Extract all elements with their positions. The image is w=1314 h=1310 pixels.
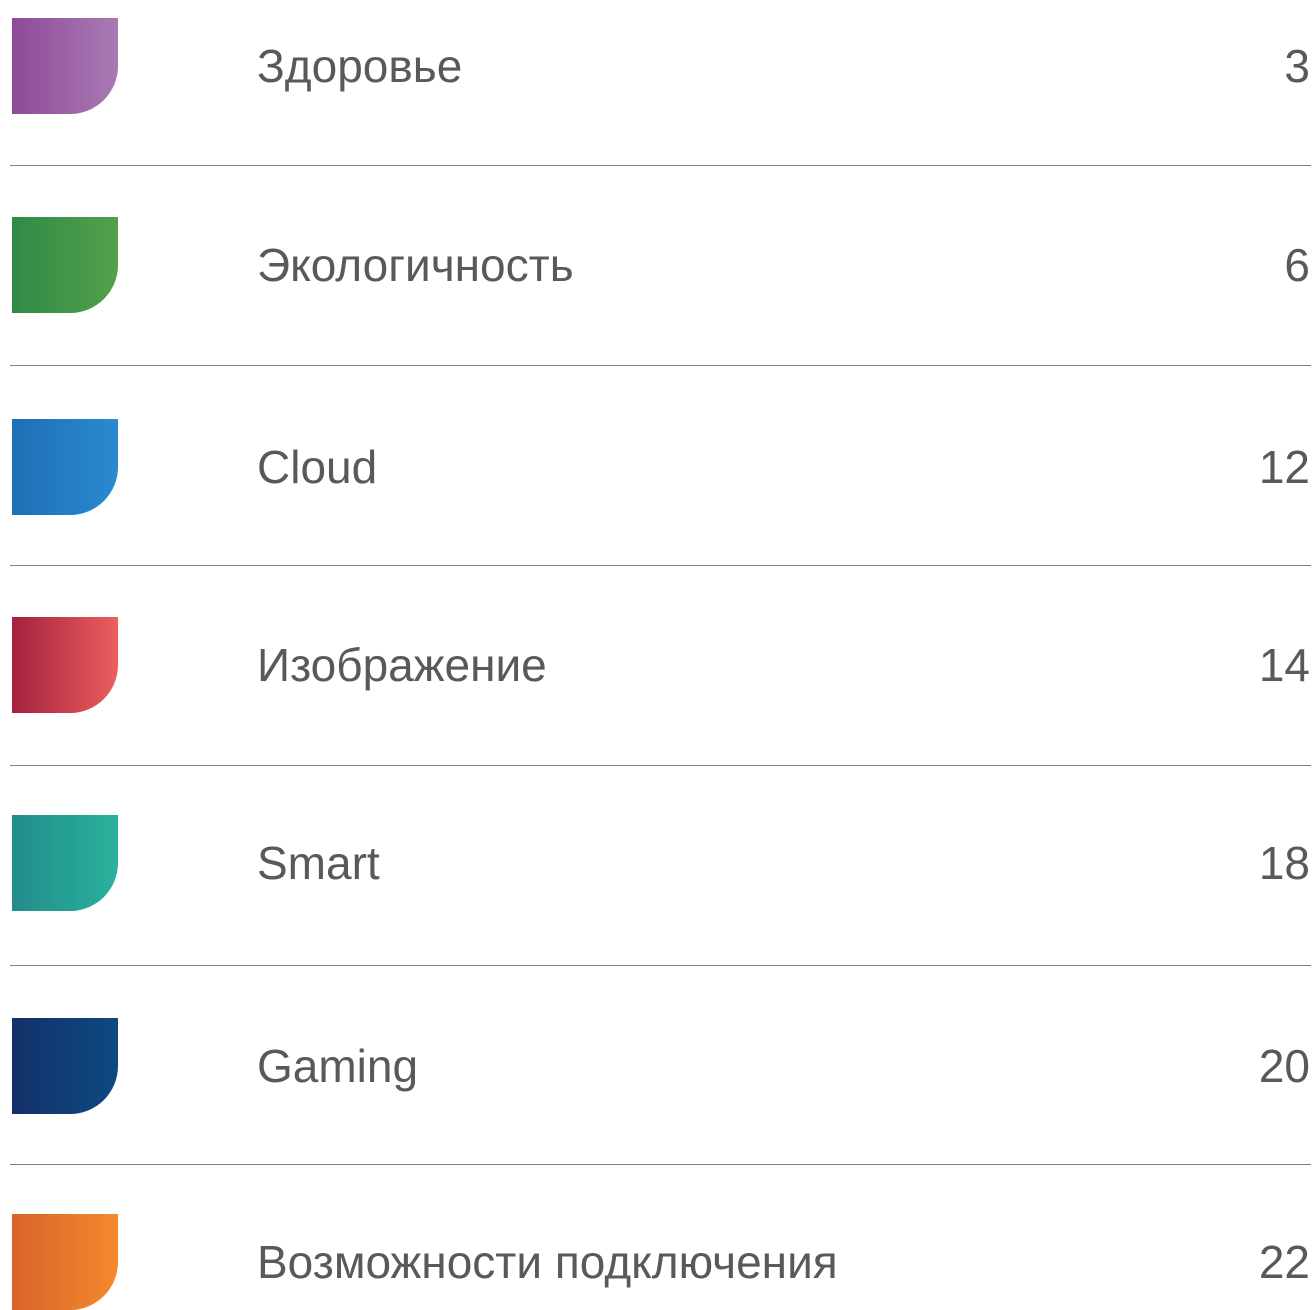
- toc-item-image[interactable]: [0, 617, 1314, 713]
- divider: [10, 365, 1311, 366]
- toc-item-page-number: 20: [1258, 1040, 1310, 1092]
- toc-item-title: Возможности подключения: [257, 1236, 838, 1288]
- section-color-tab-icon: [12, 18, 118, 114]
- divider: [10, 965, 1311, 966]
- toc-item-cloud[interactable]: [0, 419, 1314, 515]
- toc-item-page-number: 14: [1258, 639, 1310, 691]
- toc-item-connectivity[interactable]: [0, 1214, 1314, 1310]
- toc-item-page-number: 18: [1258, 837, 1310, 889]
- toc-item-health[interactable]: [0, 18, 1314, 114]
- toc-item-eco[interactable]: [0, 217, 1314, 313]
- divider: [10, 165, 1311, 166]
- toc-item-page-number: 6: [1284, 239, 1310, 291]
- toc-item-title: Здоровье: [257, 40, 463, 92]
- divider: [10, 765, 1311, 766]
- toc-item-title: Smart: [257, 837, 380, 889]
- toc-item-page-number: 22: [1258, 1236, 1310, 1288]
- section-color-tab-icon: [12, 419, 118, 515]
- section-color-tab-icon: [12, 617, 118, 713]
- toc-item-page-number: 3: [1284, 40, 1310, 92]
- toc-item-title: Gaming: [257, 1040, 419, 1092]
- section-color-tab-icon: [12, 815, 118, 911]
- section-color-tab-icon: [12, 1214, 118, 1310]
- divider: [10, 1164, 1311, 1165]
- toc-item-gaming[interactable]: [0, 1018, 1314, 1114]
- divider: [10, 565, 1311, 566]
- toc-item-page-number: 12: [1258, 441, 1310, 493]
- toc-item-smart[interactable]: [0, 815, 1314, 911]
- section-color-tab-icon: [12, 217, 118, 313]
- toc-item-title: Изображение: [257, 639, 547, 691]
- section-color-tab-icon: [12, 1018, 118, 1114]
- toc-item-title: Cloud: [257, 441, 378, 493]
- toc-item-title: Экологичность: [257, 239, 574, 291]
